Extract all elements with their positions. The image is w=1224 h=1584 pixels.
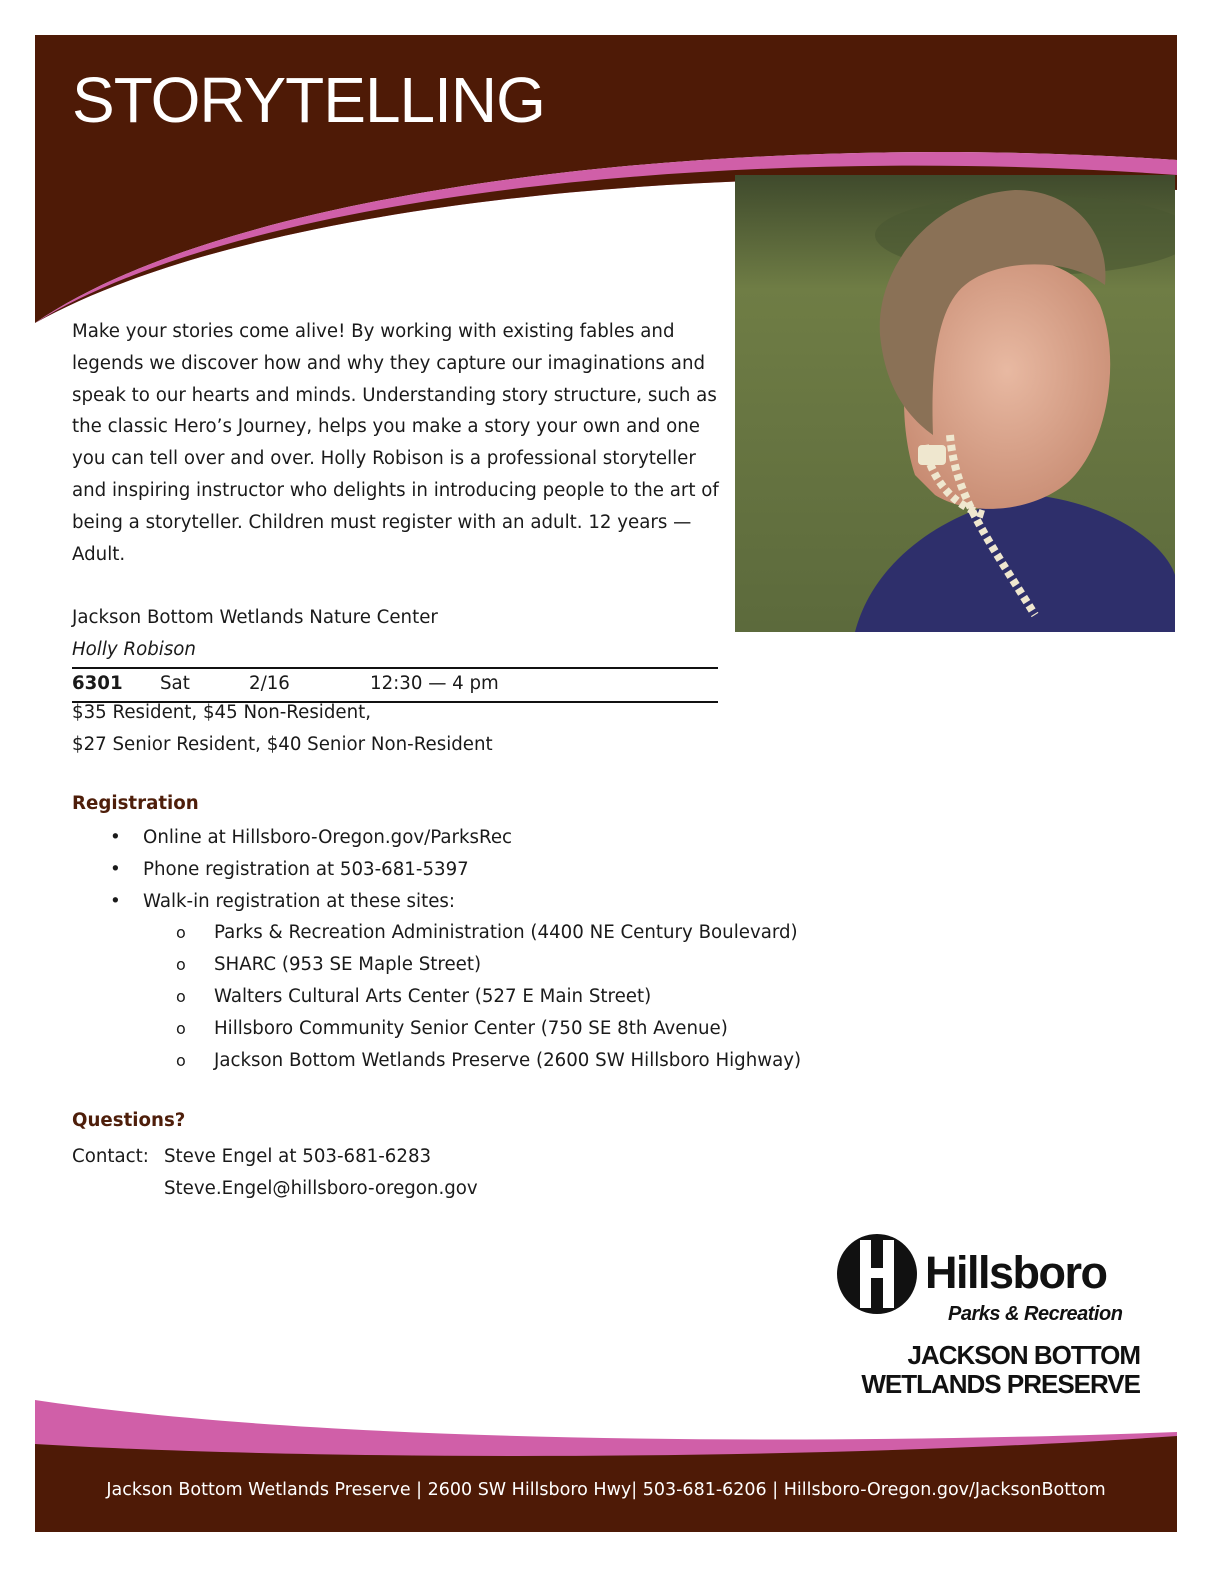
circle-bullet-icon: o	[176, 923, 186, 943]
bullet-icon: •	[110, 890, 121, 912]
course-location: Jackson Bottom Wetlands Nature Center	[72, 607, 438, 628]
registration-heading: Registration	[72, 793, 199, 814]
intro-paragraph: Make your stories come alive! By working with existing fables and legends we discover how and why they capture our imaginations and speak to our hearts and minds. Understanding story structure, such as the classic Hero’s Journey, helps you make a story your own and one you can tell over and over. Holly Robison is a professional storyteller and inspiring instructor who delights in introducing people to the art of being a storyteller. Children must register with an adult. 12 years — Adult.	[72, 321, 719, 565]
course-fees	[72, 697, 493, 761]
hillsboro-logo-icon	[836, 1232, 918, 1316]
circle-bullet-icon: o	[176, 986, 186, 1006]
contact-email: Steve.Engel@hillsboro-oregon.gov	[164, 1177, 478, 1199]
contact-label: Contact:	[72, 1146, 149, 1167]
circle-bullet-icon: o	[176, 955, 186, 975]
contact-phone: Steve Engel at 503-681-6283	[164, 1146, 432, 1167]
fees-line-1: $35 Resident, $45 Non-Resident,	[72, 702, 372, 723]
portrait-photo	[735, 175, 1175, 632]
course-instructor: Holly Robison	[72, 639, 196, 660]
logo-name: Hillsboro	[925, 1247, 1107, 1298]
course-day: Sat	[160, 673, 190, 694]
preserve-wordmark: JACKSON BOTTOM WETLANDS PRESERVE	[861, 1340, 1140, 1399]
circle-bullet-icon: o	[176, 1050, 186, 1070]
page-title: STORYTELLING	[72, 64, 545, 136]
bullet-icon: •	[110, 858, 121, 880]
course-date: 2/16	[249, 673, 290, 694]
bullet-icon: •	[110, 827, 121, 848]
questions-heading: Questions?	[72, 1110, 186, 1131]
logo-subtitle: Parks & Recreation	[948, 1303, 1123, 1325]
footer-banner	[35, 1400, 1177, 1532]
footer-contact: Jackson Bottom Wetlands Preserve | 2600 SW Hillsboro Hwy| 503-681-6206 | Hillsboro-Oregon.gov/JacksonBottom	[106, 1480, 1106, 1500]
course-number: 6301	[72, 673, 123, 694]
course-time: 12:30 — 4 pm	[370, 673, 499, 694]
circle-bullet-icon: o	[176, 1018, 186, 1038]
fees-line-2: $27 Senior Resident, $40 Senior Non-Resident	[72, 733, 493, 755]
